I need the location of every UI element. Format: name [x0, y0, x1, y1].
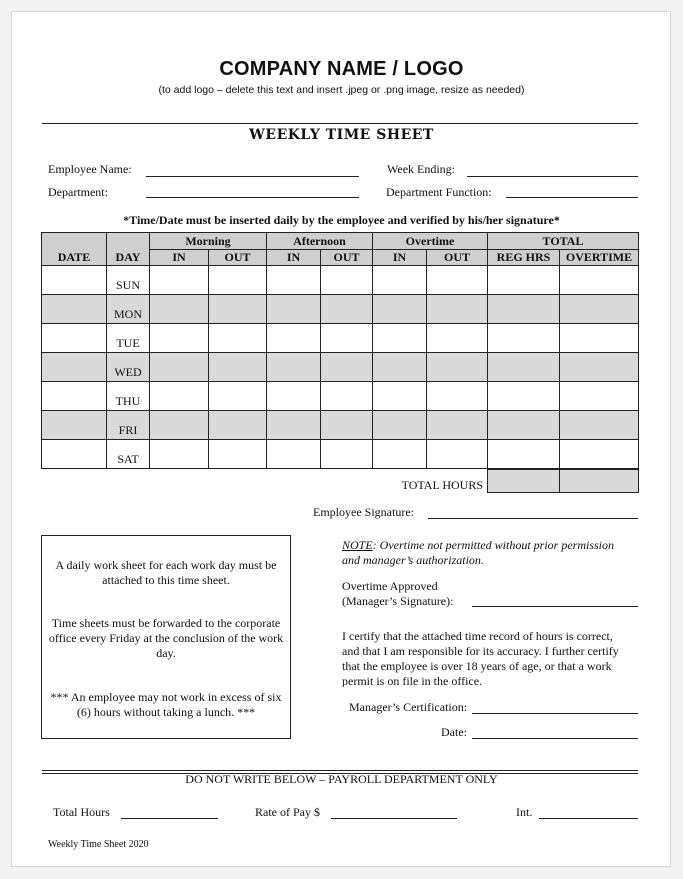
time-cell[interactable]	[209, 266, 267, 295]
time-cell[interactable]	[150, 411, 209, 440]
time-cell[interactable]	[209, 411, 267, 440]
col-day-header: DAY	[107, 233, 150, 266]
date-cell[interactable]	[42, 411, 107, 440]
time-cell[interactable]	[267, 266, 321, 295]
group-afternoon-header: Afternoon	[267, 233, 373, 250]
time-cell[interactable]	[321, 353, 373, 382]
overtime-cell[interactable]	[560, 295, 639, 324]
total-hours-label: TOTAL HOURS	[401, 478, 483, 492]
col-morning-in-header: IN	[150, 250, 209, 266]
overtime-cell[interactable]	[560, 440, 639, 469]
time-cell[interactable]	[427, 295, 488, 324]
payroll-total-hours-field[interactable]	[121, 818, 218, 819]
date-cell[interactable]	[42, 324, 107, 353]
time-cell[interactable]	[321, 324, 373, 353]
time-cell[interactable]	[209, 440, 267, 469]
time-cell[interactable]	[150, 382, 209, 411]
footer-text: Weekly Time Sheet 2020	[48, 839, 149, 850]
employee-signature-field[interactable]	[428, 518, 638, 519]
company-name: COMPANY NAME / LOGO	[219, 58, 464, 80]
rate-of-pay-label: Rate of Pay $	[255, 805, 320, 819]
table-row	[42, 324, 639, 353]
time-cell[interactable]	[321, 440, 373, 469]
date-cell[interactable]	[42, 353, 107, 382]
group-morning-header: Morning	[150, 233, 267, 250]
initials-label: Int.	[516, 805, 533, 819]
table-row	[42, 295, 639, 324]
table-row	[42, 382, 639, 411]
note-text: : Overtime not permitted without prior permission and manager’s authorization.	[342, 538, 615, 567]
reg-hrs-cell[interactable]	[488, 411, 560, 440]
total-reg-hrs-cell[interactable]	[487, 469, 560, 493]
time-cell[interactable]	[267, 440, 321, 469]
overtime-cell[interactable]	[560, 266, 639, 295]
time-cell[interactable]	[427, 324, 488, 353]
time-cell[interactable]	[267, 382, 321, 411]
reg-hrs-cell[interactable]	[488, 266, 560, 295]
rate-of-pay-field[interactable]	[331, 818, 457, 819]
col-overtime-out-header: OUT	[427, 250, 488, 266]
department-function-field[interactable]	[506, 197, 638, 198]
reg-hrs-cell[interactable]	[488, 295, 560, 324]
table-row	[42, 411, 639, 440]
time-cell[interactable]	[321, 411, 373, 440]
day-cell: TUE	[107, 324, 150, 353]
instruction-notice: *Time/Date must be inserted daily by the employee and verified by his/her signature*	[123, 213, 560, 227]
employee-name-field[interactable]	[146, 176, 359, 177]
initials-field[interactable]	[539, 818, 638, 819]
time-cell[interactable]	[373, 411, 427, 440]
overtime-approval-signature-field[interactable]	[472, 606, 638, 607]
time-sheet-table	[41, 232, 639, 469]
policy-box	[41, 535, 291, 739]
time-cell[interactable]	[209, 324, 267, 353]
manager-certification-field[interactable]	[472, 713, 638, 714]
date-label: Date:	[441, 725, 467, 739]
time-cell[interactable]	[373, 295, 427, 324]
logo-instructions: (to add logo – delete this text and insert .jpeg or .png image, resize as needed)	[158, 84, 525, 96]
time-cell[interactable]	[267, 295, 321, 324]
certification-statement: I certify that the attached time record of hours is correct, and that I am responsible for its accuracy. I further certify that the employee is over 18 years of age, or that a work permit is on file in the office.	[342, 629, 619, 687]
time-cell[interactable]	[373, 266, 427, 295]
date-cell[interactable]	[42, 382, 107, 411]
week-ending-field[interactable]	[467, 176, 638, 177]
overtime-cell[interactable]	[560, 324, 639, 353]
date-cell[interactable]	[42, 440, 107, 469]
day-cell: SUN	[107, 266, 150, 295]
employee-signature-label: Employee Signature:	[313, 505, 414, 519]
manager-signature-label: (Manager’s Signature):	[342, 594, 454, 608]
policy-lunch-rule: *** An employee may not work in excess of six (6) hours without taking a lunch. ***	[50, 690, 282, 719]
department-function-label: Department Function:	[386, 185, 492, 199]
reg-hrs-cell[interactable]	[488, 324, 560, 353]
time-cell[interactable]	[373, 324, 427, 353]
manager-certification-label: Manager’s Certification:	[349, 700, 468, 714]
time-cell[interactable]	[150, 324, 209, 353]
time-cell[interactable]	[150, 353, 209, 382]
overtime-cell[interactable]	[560, 382, 639, 411]
table-row	[42, 353, 639, 382]
col-afternoon-in-header: IN	[267, 250, 321, 266]
reg-hrs-cell[interactable]	[488, 382, 560, 411]
department-field[interactable]	[146, 197, 359, 198]
table-row	[42, 266, 639, 295]
time-cell[interactable]	[321, 382, 373, 411]
col-morning-out-header: OUT	[209, 250, 267, 266]
time-cell[interactable]	[373, 382, 427, 411]
date-cell[interactable]	[42, 295, 107, 324]
group-overtime-header: Overtime	[373, 233, 488, 250]
time-cell[interactable]	[209, 295, 267, 324]
overtime-cell[interactable]	[560, 411, 639, 440]
date-cell[interactable]	[42, 266, 107, 295]
table-row	[42, 440, 639, 469]
time-cell[interactable]	[267, 411, 321, 440]
policy-forward-sheets: Time sheets must be forwarded to the corporate office every Friday at the conclusion of the work day.	[48, 616, 284, 660]
header-divider	[42, 123, 638, 124]
time-cell[interactable]	[150, 295, 209, 324]
time-cell[interactable]	[267, 324, 321, 353]
time-cell[interactable]	[150, 440, 209, 469]
time-cell[interactable]	[321, 295, 373, 324]
payroll-total-hours-label: Total Hours	[53, 805, 110, 819]
payroll-banner: DO NOT WRITE BELOW – PAYROLL DEPARTMENT ONLY	[185, 772, 498, 786]
employee-name-label: Employee Name:	[48, 162, 132, 176]
note-label: NOTE	[342, 538, 373, 552]
sheet-title: WEEKLY TIME SHEET	[249, 127, 434, 143]
time-cell[interactable]	[427, 382, 488, 411]
day-cell: WED	[107, 353, 150, 382]
time-cell[interactable]	[427, 411, 488, 440]
time-cell[interactable]	[209, 353, 267, 382]
group-total-header: TOTAL	[488, 233, 639, 250]
col-date-header: DATE	[42, 233, 107, 266]
day-cell: SAT	[107, 440, 150, 469]
day-cell: THU	[107, 382, 150, 411]
overtime-cell[interactable]	[560, 353, 639, 382]
week-ending-label: Week Ending:	[387, 162, 456, 176]
day-cell: FRI	[107, 411, 150, 440]
col-overtime-total-header: OVERTIME	[560, 250, 639, 266]
reg-hrs-cell[interactable]	[488, 353, 560, 382]
time-cell[interactable]	[373, 440, 427, 469]
reg-hrs-cell[interactable]	[488, 440, 560, 469]
col-afternoon-out-header: OUT	[321, 250, 373, 266]
col-reg-hrs-header: REG HRS	[488, 250, 560, 266]
overtime-approved-label: Overtime Approved	[342, 579, 438, 593]
date-field[interactable]	[472, 738, 638, 739]
time-cell[interactable]	[321, 266, 373, 295]
policy-daily-worksheet: A daily work sheet for each work day must be attached to this time sheet.	[55, 558, 277, 587]
day-cell: MON	[107, 295, 150, 324]
time-cell[interactable]	[209, 382, 267, 411]
department-label: Department:	[48, 185, 108, 199]
time-cell[interactable]	[427, 266, 488, 295]
time-cell[interactable]	[373, 353, 427, 382]
time-cell[interactable]	[150, 266, 209, 295]
time-cell[interactable]	[427, 440, 488, 469]
col-overtime-in-header: IN	[373, 250, 427, 266]
total-overtime-cell[interactable]	[559, 469, 639, 493]
overtime-note	[342, 538, 622, 568]
time-cell[interactable]	[427, 353, 488, 382]
time-cell[interactable]	[267, 353, 321, 382]
